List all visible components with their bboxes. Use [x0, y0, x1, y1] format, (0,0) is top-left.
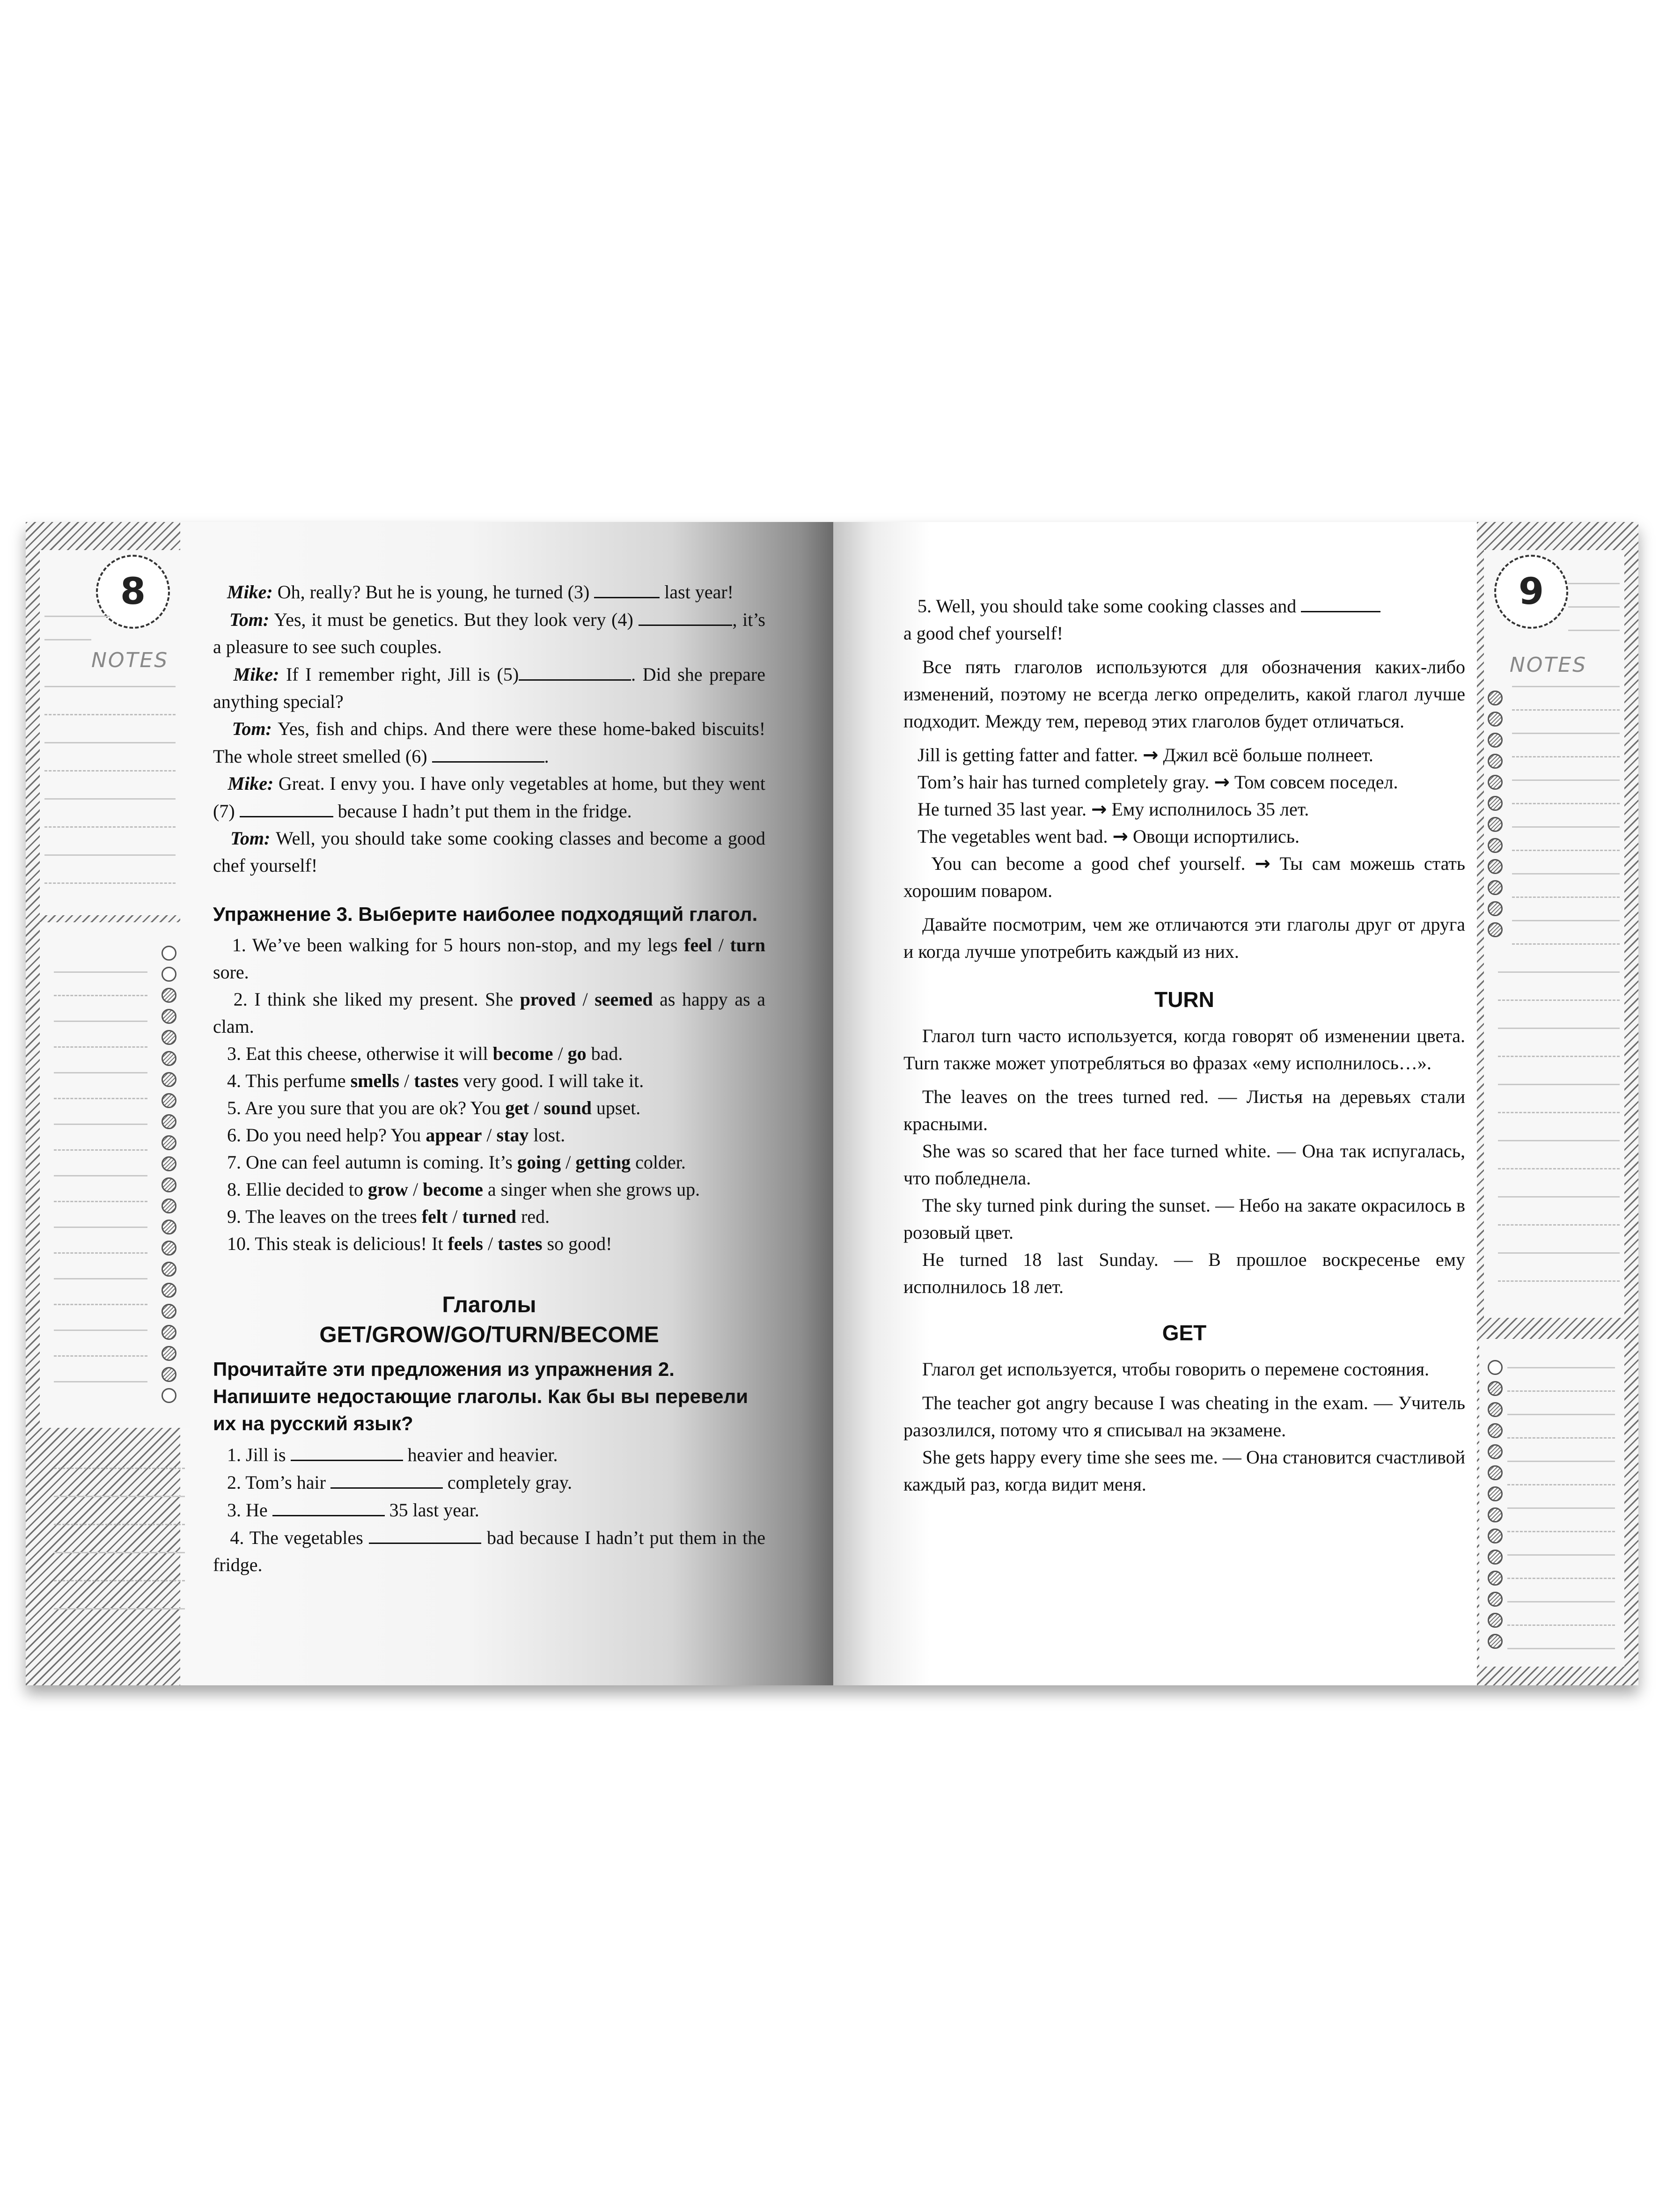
- turn-example: He turned 18 last Sunday. — В прошлое воскресенье ему исполнилось 18 лет.: [903, 1249, 1465, 1297]
- transition-paragraph: Давайте посмотрим, чем же отличаются эти глаголы друг от друга и когда лучше употребить каждый из них.: [903, 914, 1465, 962]
- example-line: The vegetables went bad. → Овощи испортились.: [918, 826, 1300, 847]
- dialogue-line: Mike: Great. I envy you. I have only vegetables at home, but they went (7) because I hadn’t put them in the fridge.: [213, 773, 766, 822]
- dialogue-line: Tom: Well, you should take some cooking classes and become a good chef yourself!: [213, 828, 766, 876]
- get-heading: GET: [1162, 1321, 1207, 1345]
- item-5: 5. Well, you should take some cooking classes and: [903, 592, 1465, 620]
- exercise-item: 5. Are you sure that you are ok? You get / sound upset.: [227, 1097, 641, 1118]
- item-5-continued: a good chef yourself!: [903, 623, 1063, 644]
- fill-item: 1. Jill is heavier and heavier.: [213, 1441, 765, 1469]
- get-description: Глагол get используется, чтобы говорить о перемене состояния.: [922, 1359, 1429, 1380]
- dialogue-line: Mike: Oh, really? But he is young, he turned (3) last year!: [213, 578, 765, 606]
- turn-example: The sky turned pink during the sunset. — Небо на закате окрасилось в розовый цвет.: [903, 1195, 1465, 1243]
- example-line: He turned 35 last year. → Ему исполнилось 35 лет.: [918, 799, 1309, 820]
- task-heading: Прочитайте эти предложения из упражнения 2. Напишите недостающие глаголы. Как бы вы перевели их на русский язык?: [213, 1358, 749, 1434]
- turn-heading: TURN: [1154, 987, 1214, 1012]
- right-page: [833, 522, 1638, 1685]
- get-examples: [903, 1389, 1465, 1498]
- exercise-item: 7. One can feel autumn is coming. It’s going / getting colder.: [227, 1152, 686, 1173]
- fill-item: 3. He 35 last year.: [213, 1496, 765, 1524]
- turn-example: The leaves on the trees turned red. — Листья на деревьях стали красными.: [903, 1086, 1465, 1134]
- left-page-text: [213, 578, 765, 1579]
- exercise-item: 8. Ellie decided to grow / become a singer when she grows up.: [227, 1179, 700, 1200]
- exercise3-list: [213, 932, 765, 1257]
- exercise-item: 10. This steak is delicious! It feels / tastes so good!: [227, 1233, 612, 1254]
- exercise-item: 3. Eat this cheese, otherwise it will become / go bad.: [227, 1043, 623, 1064]
- exercise-item: 6. Do you need help? You appear / stay lost.: [227, 1124, 565, 1146]
- fill-item: 4. The vegetables bad because I hadn’t put them in the fridge.: [213, 1524, 765, 1579]
- intro-paragraph: Все пять глаголов используются для обозначения каких-либо изменений, поэтому не всегда легко определить, какой глагол лучше подходит. Между тем, перевод этих глаголов будет отличаться.: [903, 656, 1465, 732]
- page-number-left: 8: [96, 555, 170, 629]
- turn-description: Глагол turn часто используется, когда говорят об изменении цвета. Turn также может употребляться во фразах «ему исполнилось…».: [903, 1025, 1465, 1073]
- section-title-line1: Глаголы: [442, 1293, 536, 1317]
- turn-example: She was so scared that her face turned white. — Она так испугалась, что побледнела.: [903, 1140, 1465, 1189]
- dialogue-line: Mike: If I remember right, Jill is (5) . Did she prepare anything special?: [213, 661, 765, 715]
- fill-in-list: [213, 1441, 765, 1579]
- exercise-item: 2. I think she liked my present. She proved / seemed as happy as a clam.: [213, 989, 765, 1037]
- arrow-right-icon: →: [1255, 853, 1270, 875]
- example-list: [903, 742, 1465, 904]
- exercise-item: 9. The leaves on the trees felt / turned red.: [227, 1206, 550, 1227]
- example-line: You can become a good chef yourself. → Ты сам можешь стать хорошим поваром.: [903, 853, 1466, 901]
- page-number-right: 9: [1494, 555, 1568, 629]
- get-example: The teacher got angry because I was cheating in the exam. — Учитель разозлился, потому что я списывал на экзамене.: [903, 1392, 1465, 1440]
- arrow-right-icon: →: [1112, 826, 1129, 847]
- dialogue-line: Tom: Yes, fish and chips. And there were these home-baked biscuits! The whole street smelled (6) .: [213, 718, 766, 767]
- fill-item: 2. Tom’s hair completely gray.: [213, 1469, 765, 1496]
- exercise3-heading: Упражнение 3. Выберите наиболее подходящий глагол.: [213, 903, 758, 925]
- dialogue-line: Tom: Yes, it must be genetics. But they look very (4) , it’s a pleasure to see such couples.: [213, 606, 765, 661]
- arrow-right-icon: →: [1214, 772, 1230, 793]
- exercise-item: 1. We’ve been walking for 5 hours non-stop, and my legs feel / turn sore.: [213, 934, 766, 983]
- notes-label-right: NOTES: [1509, 653, 1587, 677]
- open-book: [26, 522, 1638, 1685]
- section-title-line2: GET/GROW/GO/TURN/BECOME: [319, 1323, 659, 1347]
- turn-examples: [903, 1083, 1465, 1301]
- dialogue: [213, 578, 765, 879]
- notes-label-left: NOTES: [91, 648, 169, 672]
- example-line: Tom’s hair has turned completely gray. → Том совсем поседел.: [918, 772, 1398, 793]
- get-example: She gets happy every time she sees me. — Она становится счастливой каждый раз, когда видит меня.: [903, 1447, 1465, 1495]
- right-page-text: [903, 592, 1465, 1498]
- arrow-right-icon: →: [1142, 744, 1159, 766]
- arrow-right-icon: →: [1091, 799, 1107, 820]
- example-line: Jill is getting fatter and fatter. → Джил всё больше полнеет.: [918, 744, 1373, 766]
- left-page: [26, 522, 833, 1685]
- exercise-item: 4. This perfume smells / tastes very good. I will take it.: [227, 1070, 644, 1091]
